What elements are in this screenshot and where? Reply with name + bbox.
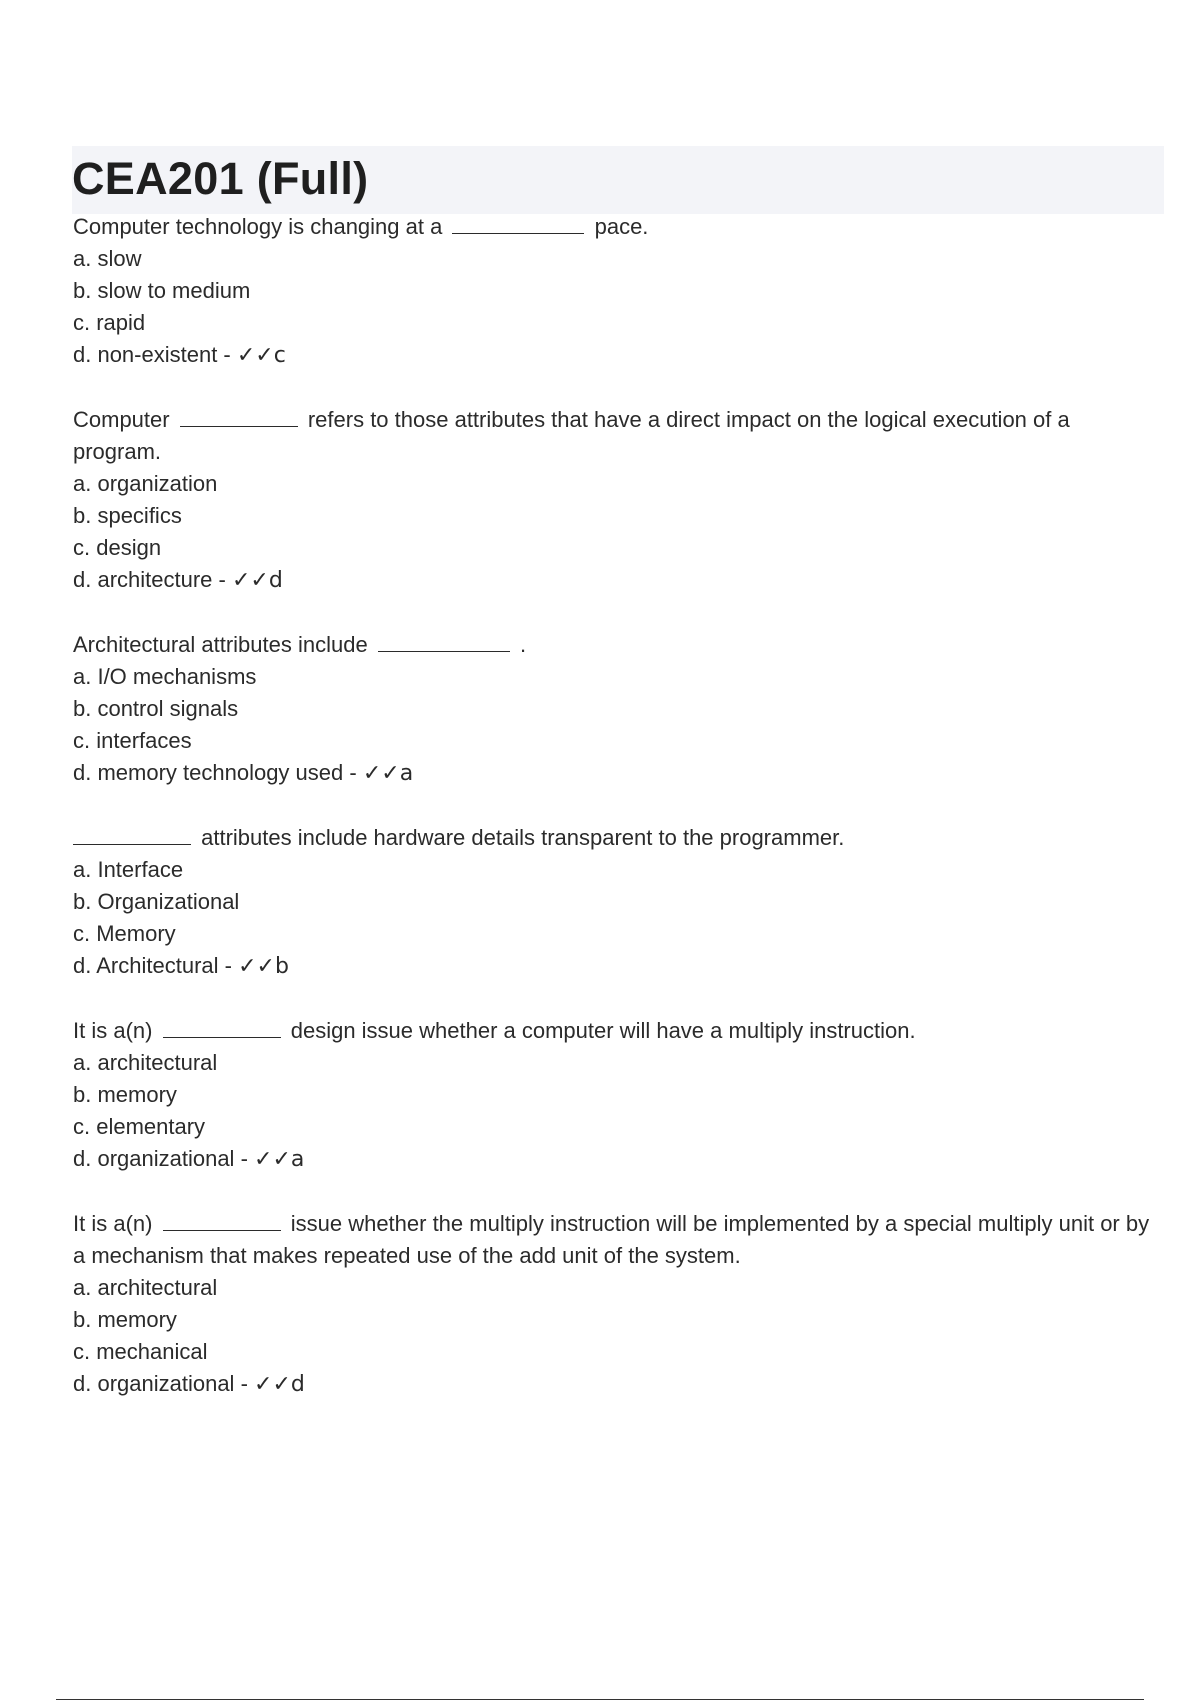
- question-text-before: It is a(n): [73, 1018, 153, 1043]
- question-text-after: design issue whether a computer will have a multiply instruction.: [290, 1018, 916, 1043]
- question-text-before: Architectural attributes include: [73, 632, 368, 657]
- answer-key: ✓✓d: [254, 1372, 305, 1397]
- option-a: a. architectural: [73, 1275, 218, 1300]
- option-c: c. Memory: [73, 921, 176, 946]
- question-1: [73, 211, 1163, 372]
- option-c: c. elementary: [73, 1114, 206, 1139]
- question-text: [73, 629, 1163, 661]
- question-6: [73, 1208, 1163, 1401]
- option-d: d. organizational - ✓✓a: [73, 1146, 305, 1172]
- question-text-after: issue whether the multiply instruction will be implemented by a special multiply unit or by a mechanism that makes repeated use of the add unit of the system.: [73, 1211, 1150, 1268]
- option-d-label: d. organizational: [73, 1371, 235, 1396]
- option-b: b. memory: [73, 1307, 177, 1332]
- option-c: c. mechanical: [73, 1339, 208, 1364]
- question-text-before: Computer technology is changing at a: [73, 214, 443, 239]
- question-text: [73, 1015, 1163, 1047]
- question-3: [73, 629, 1163, 790]
- option-c: c. rapid: [73, 310, 146, 335]
- question-list: [73, 211, 1163, 1433]
- option-b: b. specifics: [73, 503, 182, 528]
- answer-blank: [163, 1208, 281, 1231]
- answer-blank: [180, 404, 298, 427]
- option-d-label: d. architecture: [73, 567, 213, 592]
- answer-key: ✓✓d: [231, 568, 283, 593]
- option-b: b. memory: [73, 1082, 177, 1107]
- option-a: a. organization: [73, 471, 218, 496]
- answer-blank: [452, 211, 584, 234]
- option-d: d. non-existent - ✓✓c: [73, 342, 286, 368]
- question-text: [73, 404, 1163, 468]
- option-d-label: d. Architectural: [73, 953, 219, 978]
- option-a: a. Interface: [73, 857, 184, 882]
- option-d: d. architecture - ✓✓d: [73, 567, 283, 593]
- option-d-label: d. non-existent: [73, 342, 218, 367]
- option-b: b. Organizational: [73, 889, 240, 914]
- option-d: d. organizational - ✓✓d: [73, 1371, 305, 1397]
- option-b: b. slow to medium: [73, 278, 251, 303]
- question-text-after: .: [519, 632, 527, 657]
- question-text-after: attributes include hardware details transparent to the programmer.: [201, 825, 845, 850]
- option-a: a. slow: [73, 246, 142, 271]
- option-c: c. design: [73, 535, 162, 560]
- answer-key: ✓✓a: [362, 761, 414, 786]
- answer-key: ✓✓c: [236, 343, 286, 368]
- option-d-label: d. organizational: [73, 1146, 235, 1171]
- question-text: [73, 1208, 1163, 1272]
- option-c: c. interfaces: [73, 728, 192, 753]
- option-a: a. I/O mechanisms: [73, 664, 257, 689]
- question-text-before: It is a(n): [73, 1211, 153, 1236]
- answer-blank: [378, 629, 510, 652]
- question-text: [73, 211, 1163, 243]
- question-text-before: Computer: [73, 407, 170, 432]
- answer-blank: [163, 1015, 281, 1038]
- option-a: a. architectural: [73, 1050, 218, 1075]
- option-d: d. memory technology used - ✓✓a: [73, 760, 414, 786]
- answer-key: ✓✓a: [254, 1147, 305, 1172]
- option-b: b. control signals: [73, 696, 239, 721]
- answer-blank: [73, 822, 191, 845]
- question-text-after: refers to those attributes that have a direct impact on the logical execution of a program.: [73, 407, 1070, 464]
- question-5: [73, 1015, 1163, 1176]
- question-text-after: pace.: [594, 214, 649, 239]
- document-title: CEA201 (Full): [72, 153, 369, 204]
- answer-key: ✓✓b: [238, 954, 289, 979]
- option-d: d. Architectural - ✓✓b: [73, 953, 289, 979]
- option-d-label: d. memory technology used: [73, 760, 344, 785]
- question-2: [73, 404, 1163, 597]
- question-text: [73, 822, 1163, 854]
- question-4: [73, 822, 1163, 983]
